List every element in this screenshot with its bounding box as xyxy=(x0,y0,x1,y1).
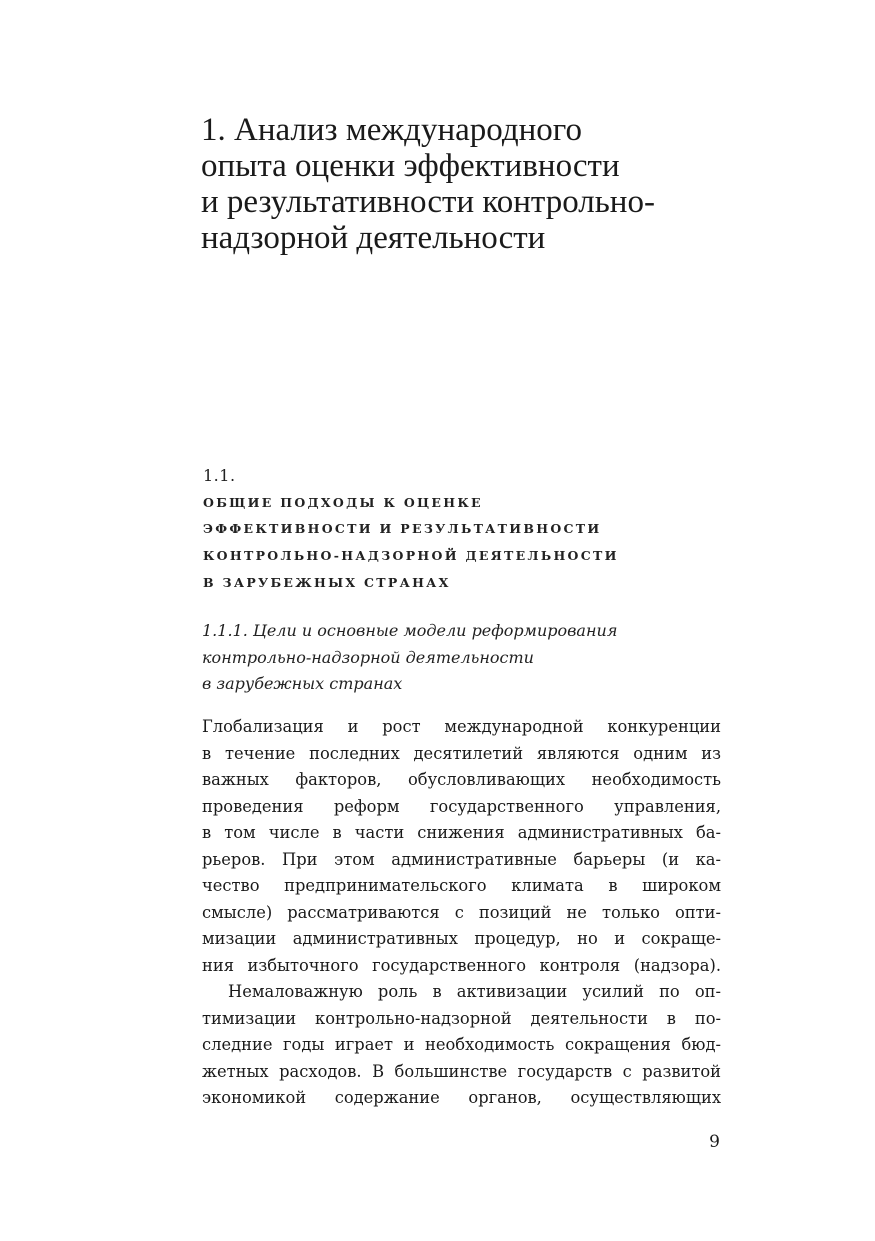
text-line: в течение последних десятилетий являются одним из xyxy=(202,743,721,763)
body-text xyxy=(202,714,721,1112)
section-heading-line: КОНТРОЛЬНО-НАДЗОРНОЙ ДЕЯТЕЛЬНОСТИ xyxy=(203,548,619,564)
text-line: проведения реформ государственного управления, xyxy=(202,796,721,816)
chapter-title-line: и результативности контрольно- xyxy=(201,184,655,220)
text-line: жетных расходов. В большинстве государств с развитой xyxy=(202,1061,721,1081)
chapter-title-line: опыта оценки эффективности xyxy=(201,148,620,184)
chapter-title-line: надзорной деятельности xyxy=(201,220,546,256)
section-heading-line: ЭФФЕКТИВНОСТИ И РЕЗУЛЬТАТИВНОСТИ xyxy=(203,521,602,537)
section-heading-text: ОБЩИЕ ПОДХОДЫ К ОЦЕНКЕ xyxy=(203,494,483,510)
text-line: следние годы играет и необходимость сокращения бюд- xyxy=(202,1035,721,1054)
section-heading-line: В ЗАРУБЕЖНЫХ СТРАНАХ xyxy=(203,574,451,590)
paragraph xyxy=(202,714,721,979)
chapter-title xyxy=(201,112,761,256)
subsection-heading-line: 1.1.1. Цели и основные модели реформирования xyxy=(202,621,618,640)
text-line: рьеров. При этом административные барьеры (и ка- xyxy=(202,849,721,869)
text-line: Немаловажную роль в активизации усилий по оп- xyxy=(228,982,721,1001)
text-line: Глобализация и рост международной конкуренции xyxy=(202,717,721,736)
text-line: чество предпринимательского климата в широком xyxy=(202,876,721,895)
text-line: в том числе в части снижения административных ба- xyxy=(202,823,721,842)
subsection-heading-line: контрольно-надзорной деятельности xyxy=(202,647,534,667)
chapter-title-line: 1. Анализ международного xyxy=(201,112,582,148)
text-line: смысле) рассматриваются с позиций не только опти- xyxy=(202,902,721,922)
section-heading-line xyxy=(203,463,723,516)
text-line: экономикой содержание органов, осуществляющих xyxy=(202,1088,721,1107)
section-number: 1.1. xyxy=(203,466,236,485)
text-line: важных факторов, обусловливающих необходимость xyxy=(202,770,721,789)
text-line: ния избыточного государственного контроля (надзора). xyxy=(202,955,721,975)
text-line: тимизации контрольно-надзорной деятельности в по- xyxy=(202,1008,721,1028)
page-number: 9 xyxy=(709,1132,720,1152)
paragraph xyxy=(202,979,721,1112)
subsection-heading xyxy=(202,618,722,698)
text-line: мизации административных процедур, но и сокраще- xyxy=(202,929,721,948)
section-heading xyxy=(203,463,723,597)
subsection-heading-line: в зарубежных странах xyxy=(202,674,403,693)
